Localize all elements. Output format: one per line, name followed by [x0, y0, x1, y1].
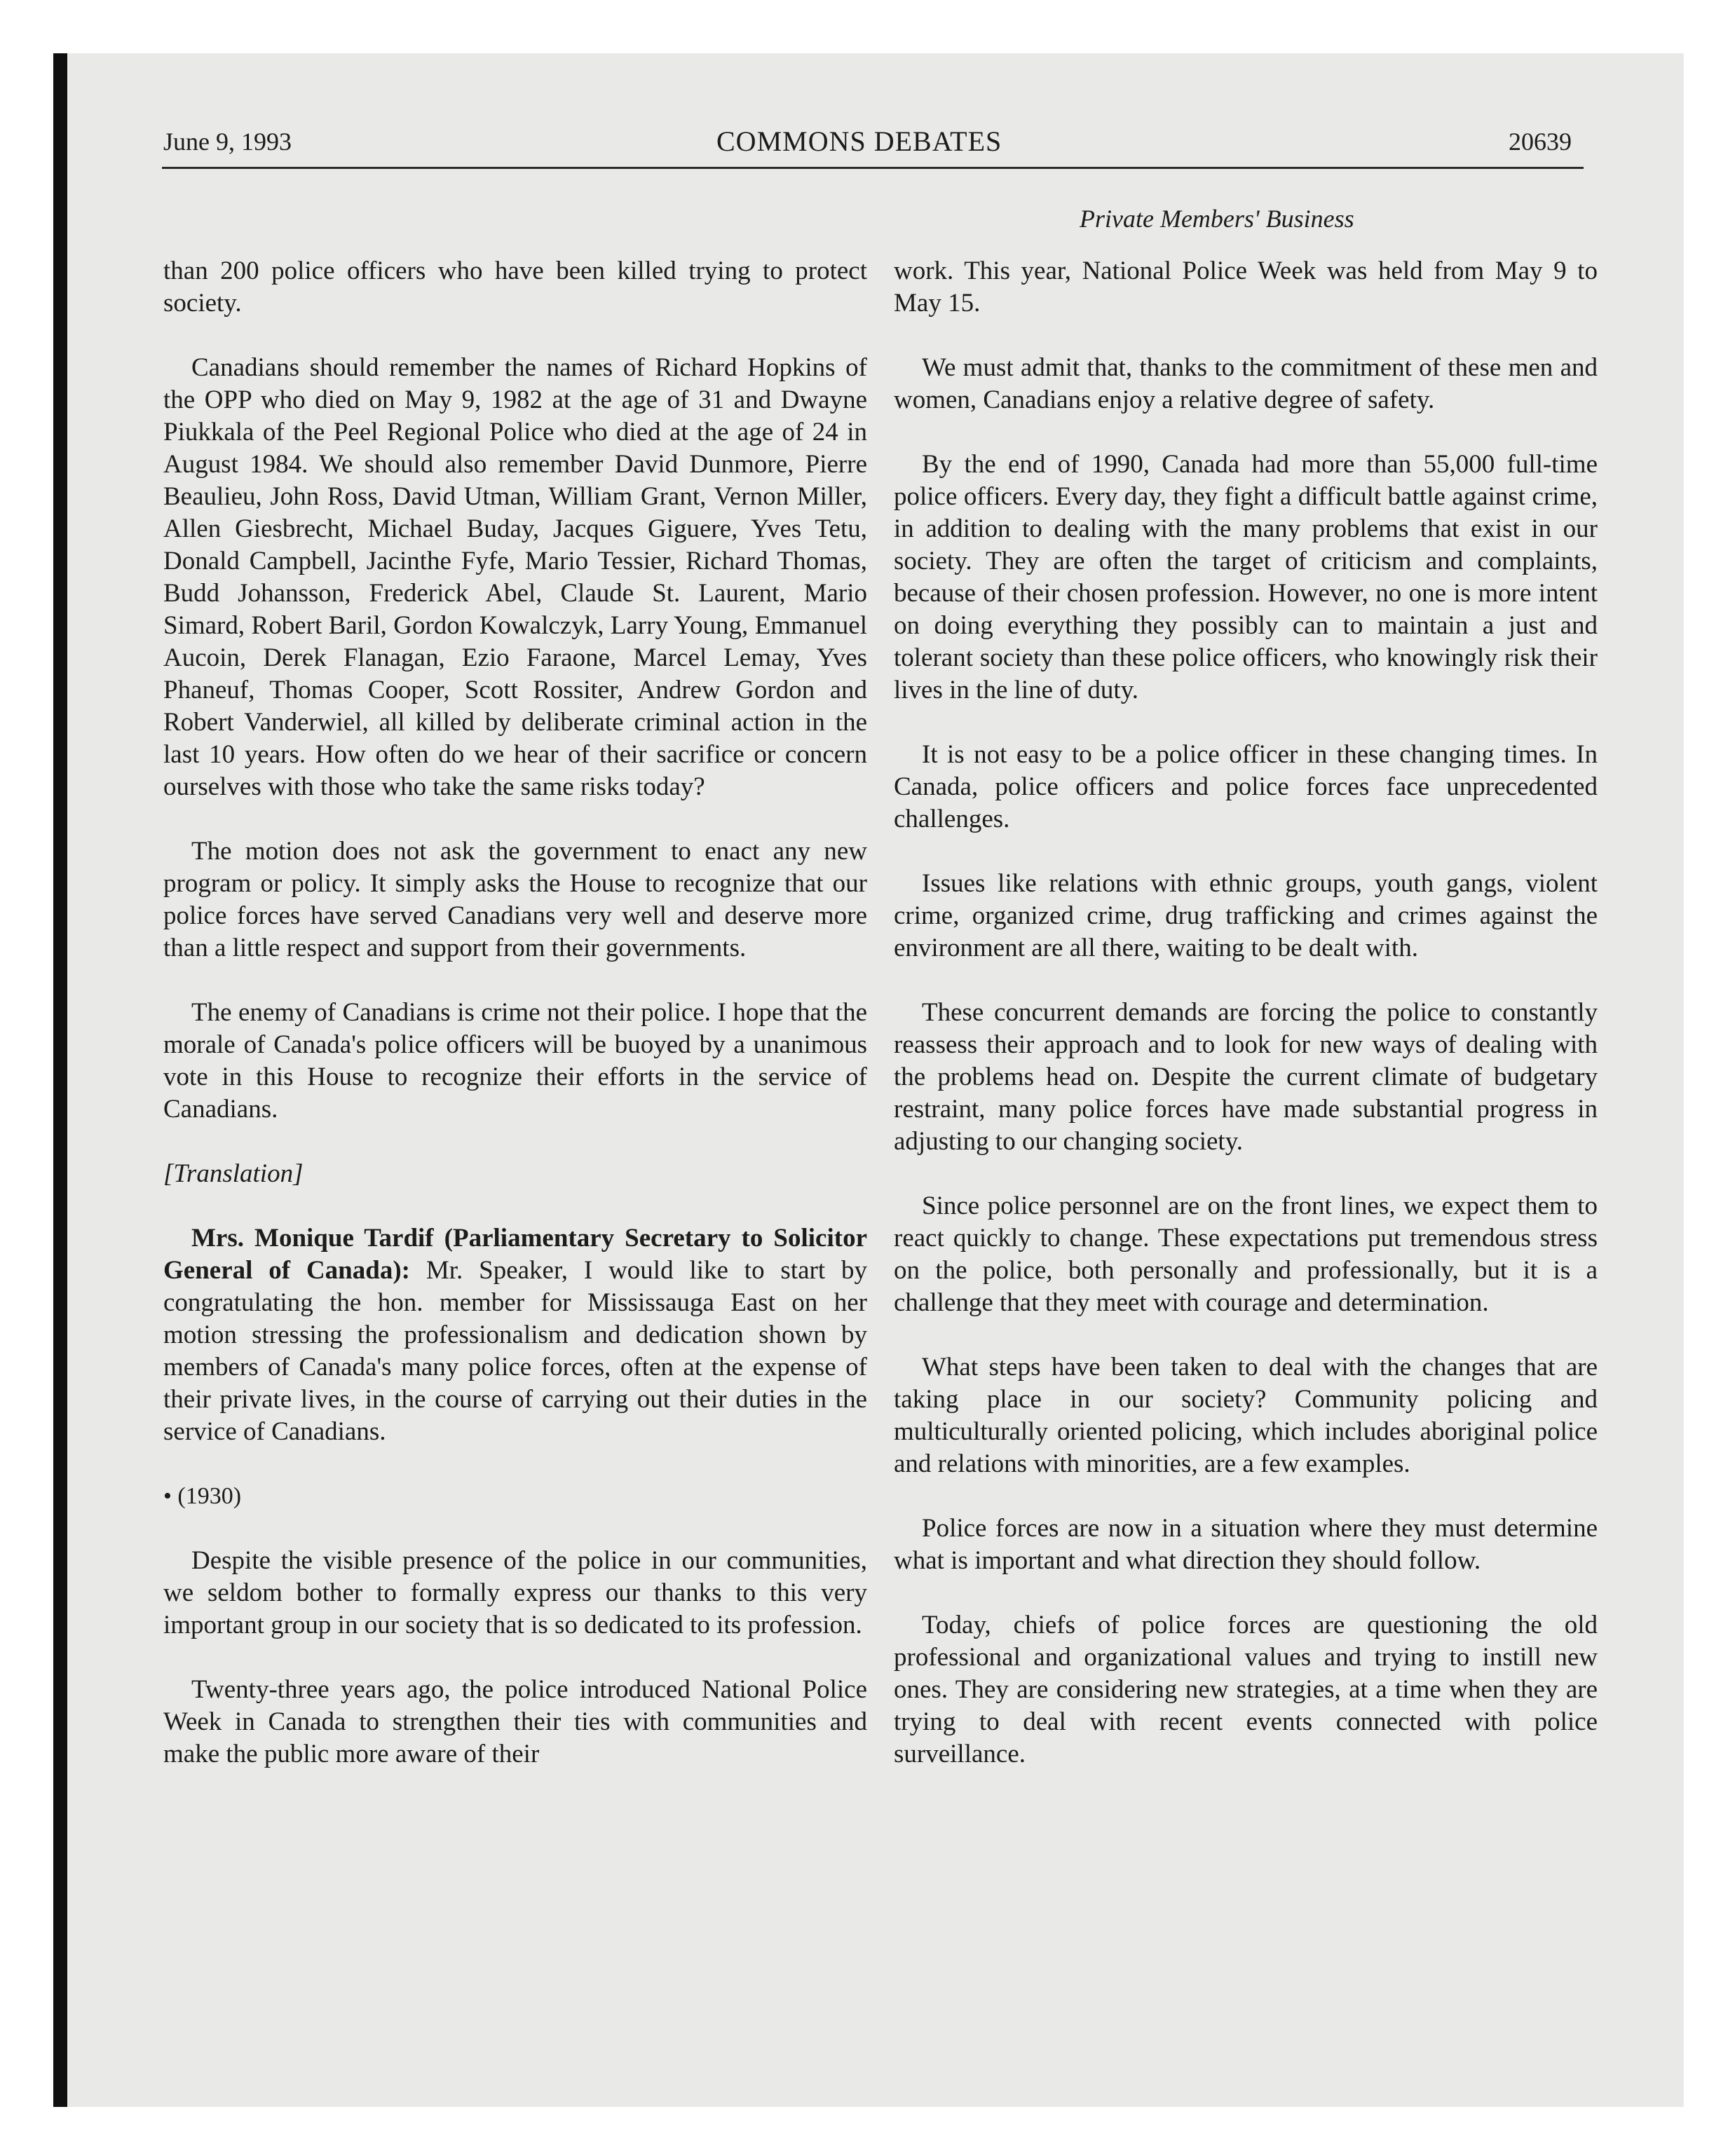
paragraph: Canadians should remember the names of Richard Hopkins of the OPP who died on May 9, 1982 at the age of 31 and Dwayne Piukkala of the Peel Regional Police who died at the age of 24 in August 1984. We should also remember David Dunmore, Pierre Beaulieu, John Ross, David Utman, William Grant, Vernon Miller, Allen Giesbrecht, Michael Buday, Jacques Giguere, Yves Tetu, Donald Campbell, Jacinthe Fyfe, Mario Tessier, Richard Thomas, Budd Johansson, Frederick Abel, Claude St. Laurent, Mario Simard, Robert Baril, Gordon Kowalczyk, Larry Young, Emmanuel Aucoin, Derek Flanagan, Ezio Faraone, Marcel Lemay, Yves Phaneuf, Thomas Cooper, Scott Rossiter, Andrew Gordon and Robert Vanderwiel, all killed by deliberate criminal action in the last 10 years. How often do we hear of their sacrifice or concern ourselves with those who take the same risks today? [163, 353, 867, 801]
paragraph: Since police personnel are on the front lines, we expect them to react quickly to change. These expectations put tremendous stress on the police, both personally and professionally, but it is a challenge that they meet with courage and determination. [894, 1192, 1598, 1317]
right-column [894, 255, 1598, 1803]
paragraph: Today, chiefs of police forces are questioning the old professional and organizational values and trying to instill new ones. They are considering new strategies, at a time when they are trying to deal with recent events connected with police surveillance. [894, 1611, 1598, 1768]
paragraph: What steps have been taken to deal with the changes that are taking place in our society? Community policing and multiculturally oriented policing, which includes aboriginal police and relations with minorities, are a few examples. [894, 1353, 1598, 1478]
paragraph: than 200 police officers who have been killed trying to protect society. [163, 257, 867, 318]
paragraph: By the end of 1990, Canada had more than 55,000 full-time police officers. Every day, they fight a difficult battle against crime, in addition to dealing with the many problems that exist in our society. They are often the target of criticism and complaints, because of their chosen profession. However, no one is more intent on doing everything they possibly can to maintain a just and tolerant society than these police officers, who knowingly risk their lives in the line of duty. [894, 450, 1598, 704]
speaker-paragraph [163, 1222, 867, 1448]
paragraph: Issues like relations with ethnic groups, youth gangs, violent crime, organized crime, drug trafficking and crimes against the environment are all there, waiting to be dealt with. [894, 869, 1598, 962]
paragraph: Twenty-three years ago, the police introduced National Police Week in Canada to strengthen their ties with communities and make the public more aware of their [163, 1675, 867, 1768]
page-number: 20639 [1509, 128, 1572, 156]
speaker-text: Mr. Speaker, I would like to start by congratulating the hon. member for Mississauga East on her motion stressing the professionalism and dedication shown by members of Canada's many police forces, often at the expense of their private lives, in the course of carrying out their duties in the service of Canadians. [163, 1256, 867, 1446]
header-title: COMMONS DEBATES [716, 125, 1002, 157]
scan-edge-shadow [53, 53, 67, 2107]
paragraph: It is not easy to be a police officer in these changing times. In Canada, police officers and police forces face unprecedented challenges. [894, 740, 1598, 833]
paragraph: Police forces are now in a situation where they must determine what is important and what direction they should follow. [894, 1514, 1598, 1575]
left-column [163, 255, 867, 1803]
speaker-name: Mrs. Monique Tardif (Parliamentary Secretary to Solicitor General of Canada): [163, 1224, 867, 1285]
header-rule [162, 167, 1584, 169]
header-date: June 9, 1993 [163, 128, 292, 156]
paragraph: Despite the visible presence of the police in our communities, we seldom bother to formally express our thanks to this very important group in our society that is so dedicated to its profession. [163, 1546, 867, 1639]
paragraph: These concurrent demands are forcing the police to constantly reassess their approach and to look for new ways of dealing with the problems head on. Despite the current climate of budgetary restraint, many police forces have made substantial progress in adjusting to our changing society. [894, 998, 1598, 1156]
section-label: Private Members' Business [1080, 205, 1354, 233]
paragraph: work. This year, National Police Week was held from May 9 to May 15. [894, 257, 1598, 318]
paragraph: The motion does not ask the government to enact any new program or policy. It simply asks the House to recognize that our police forces have served Canadians very well and deserve more than a little respect and support from their governments. [163, 837, 867, 962]
paragraph: We must admit that, thanks to the commitment of these men and women, Canadians enjoy a relative degree of safety. [894, 353, 1598, 414]
time-marker: • (1930) [163, 1483, 242, 1509]
paragraph: The enemy of Canadians is crime not their police. I hope that the morale of Canada's police officers will be buoyed by a unanimous vote in this House to recognize their efforts in the service of Canadians. [163, 998, 867, 1124]
translation-tag: [Translation] [163, 1159, 304, 1188]
